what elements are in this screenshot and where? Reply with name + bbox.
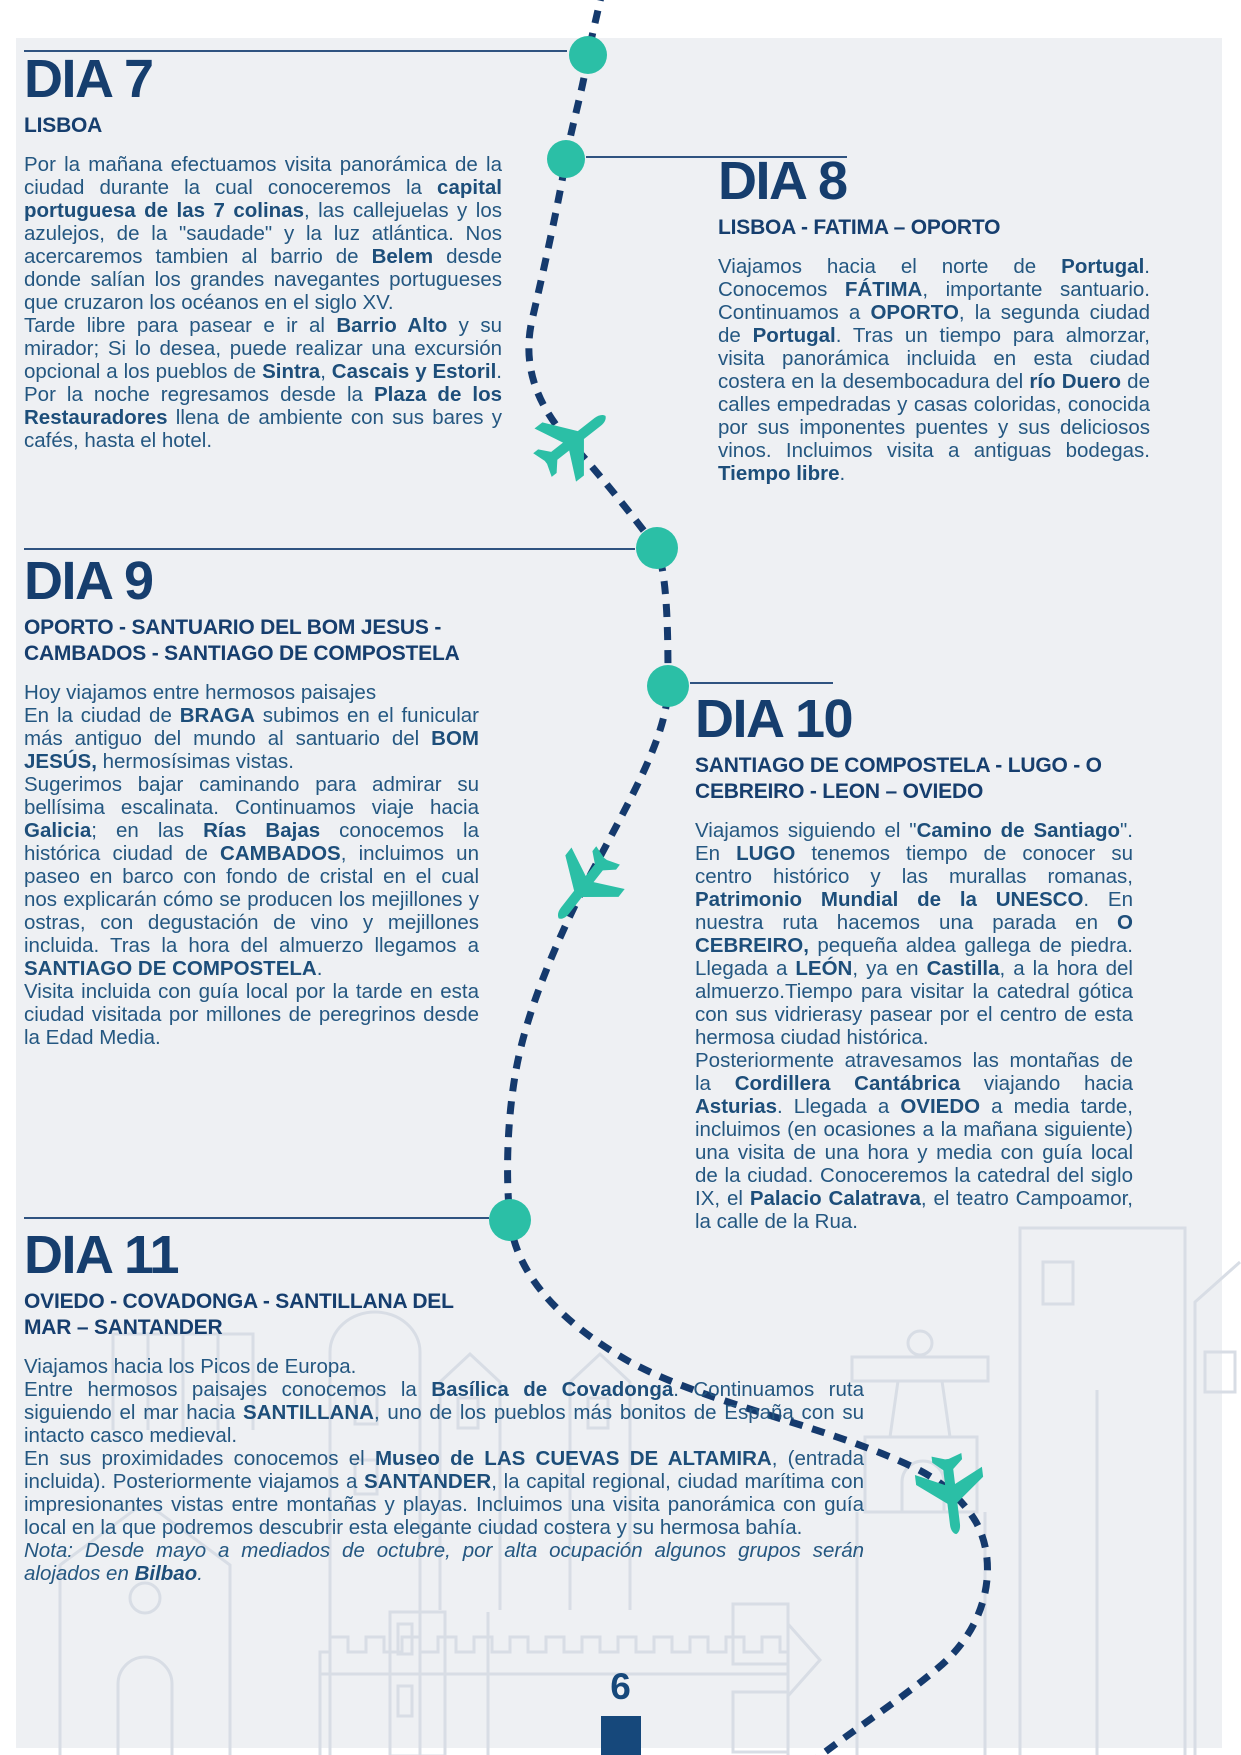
section-body xyxy=(695,819,1133,1233)
section-route: OVIEDO - COVADONGA - SANTILLANA DEL MAR – SANTANDER xyxy=(24,1290,454,1339)
section-title: DIA 8 xyxy=(718,151,847,211)
section-title: DIA 10 xyxy=(695,689,853,749)
section-route: LISBOA - FATIMA – OPORTO xyxy=(718,216,1001,239)
section-title: DIA 11 xyxy=(24,1225,179,1285)
section-title: DIA 9 xyxy=(24,551,153,611)
section-body xyxy=(24,1355,864,1585)
section-paragraph: Viajamos hacia los Picos de Europa. xyxy=(24,1355,357,1378)
page-number: 6 xyxy=(610,1666,631,1707)
section-dia-7 xyxy=(24,49,502,452)
section-route: OPORTO - SANTUARIO DEL BOM JESUS - CAMBADOS - SANTIAGO DE COMPOSTELA xyxy=(24,616,460,665)
section-title: DIA 7 xyxy=(24,49,153,109)
section-dia-10 xyxy=(695,689,1134,1233)
section-paragraph: Sugerimos bajar caminando para admirar su bellísima escalinata. Continuamos viaje hacia Galicia; en las Rías Bajas conocemos la histórica ciudad de CAMBADOS, incluimos un paseo en barco con fondo de cristal en el cual nos explicarán cómo se producen los mejillones y ostras, con degustación de vino y mejillones incluida. Tras la hora del almuerzo llegamos a SANTIAGO DE COMPOSTELA. xyxy=(24,773,479,980)
section-dia-8 xyxy=(718,151,1150,485)
footer-block xyxy=(601,1716,641,1755)
section-dia-11 xyxy=(24,1225,864,1585)
section-paragraph: Entre hermosos paisajes conocemos la Basílica de Covadonga. Continuamos ruta siguiendo el mar hacia SANTILLANA, uno de los pueblos más bonitos de España con su intacto casco medieval. xyxy=(24,1378,864,1447)
section-route: SANTIAGO DE COMPOSTELA - LUGO - O CEBREIRO - LEON – OVIEDO xyxy=(695,754,1102,803)
section-paragraph: Tarde libre para pasear e ir al Barrio Alto y su mirador; Si lo desea, puede realizar una excursión opcional a los pueblos de Sintra, Cascais y Estoril. Por la noche regresamos desde la Plaza de los Restauradores llena de ambiente con sus bares y cafés, hasta el hotel. xyxy=(24,314,502,452)
section-paragraph: En sus proximidades conocemos el Museo de LAS CUEVAS DE ALTAMIRA, (entrada incluida). Posteriormente viajamos a SANTANDER, la capital regional, ciudad marítima con impresionantes vistas entre montañas y playas. Incluimos una visita panorámica con guía local en la que podremos descubrir esta elegante ciudad costera y su hermosa bahía. xyxy=(24,1447,864,1539)
section-paragraph: Visita incluida con guía local por la tarde en esta ciudad visitada por millones de peregrinos desde la Edad Media. xyxy=(24,980,479,1049)
section-body xyxy=(24,153,502,452)
section-paragraph: Por la mañana efectuamos visita panorámica de la ciudad durante la cual conoceremos la capital portuguesa de las 7 colinas, las callejuelas y los azulejos, de la "saudade" y la luz atlántica. Nos acercaremos tambien al barrio de Belem desde donde salían los grandes navegantes portugueses que cruzaron los océanos en el siglo XV. xyxy=(24,153,502,314)
section-body xyxy=(24,681,479,1049)
section-paragraph: En la ciudad de BRAGA subimos en el funicular más antiguo del mundo al santuario del BOM JESÚS, hermosísimas vistas. xyxy=(24,704,479,773)
section-body xyxy=(718,255,1150,485)
section-paragraph: Viajamos siguiendo el "Camino de Santiago". En LUGO tenemos tiempo de conocer su centro histórico y las murallas romanas, Patrimonio Mundial de la UNESCO. En nuestra ruta hacemos una parada en O CEBREIRO, pequeña aldea gallega de piedra. Llegada a LEÓN, ya en Castilla, a la hora del almuerzo.Tiempo para visitar la catedral gótica con sus vidrierasy pasear por el centro de esta hermosa ciudad histórica. xyxy=(695,819,1133,1049)
section-dia-9 xyxy=(24,551,479,1049)
section-route: LISBOA xyxy=(24,114,103,137)
section-paragraph: Hoy viajamos entre hermosos paisajes xyxy=(24,681,377,704)
section-note: Nota: Desde mayo a mediados de octubre, por alta ocupación algunos grupos serán alojados en Bilbao. xyxy=(24,1539,864,1585)
section-paragraph: Viajamos hacia el norte de Portugal. Conocemos FÁTIMA, importante santuario. Continuamos a OPORTO, la segunda ciudad de Portugal. Tras un tiempo para almorzar, visita panorámica incluida en esta ciudad costera en la desembocadura del río Duero de calles empedradas y casas coloridas, conocida por sus imponentes puentes y sus deliciosos vinos. Incluimos visita a antiguas bodegas. Tiempo libre. xyxy=(718,255,1150,485)
section-paragraph: Posteriormente atravesamos las montañas de la Cordillera Cantábrica viajando hacia Asturias. Llegada a OVIEDO a media tarde, incluimos (en ocasiones a la mañana siguiente) una visita de una hora y media con guía local de la ciudad. Conoceremos la catedral del siglo IX, el Palacio Calatrava, el teatro Campoamor, la calle de la Rua. xyxy=(695,1049,1134,1233)
